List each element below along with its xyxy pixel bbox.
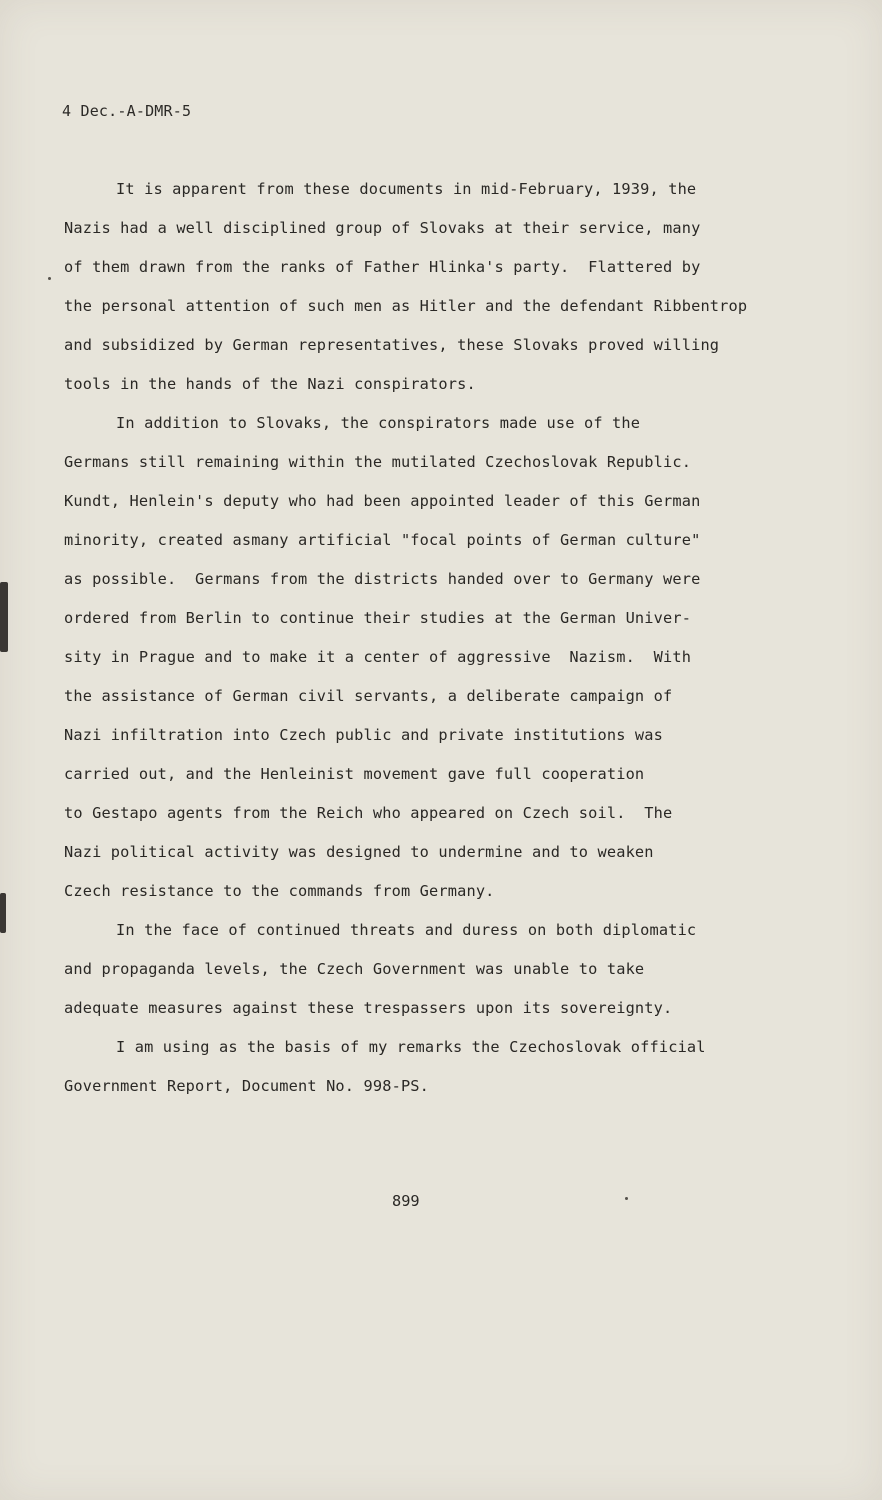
text-line: and subsidized by German representatives, these Slovaks proved willing [64, 336, 720, 354]
paragraph [64, 170, 784, 404]
text-line: of them drawn from the ranks of Father Hlinka's party. Flattered by [64, 258, 701, 276]
text-line: Kundt, Henlein's deputy who had been appointed leader of this German [64, 492, 701, 510]
text-line: ordered from Berlin to continue their studies at the German Univer- [64, 609, 692, 627]
document-reference: 4 Dec.-A-DMR-5 [62, 102, 192, 120]
text-line: the assistance of German civil servants, a deliberate campaign of [64, 687, 673, 705]
text-line: Germans still remaining within the mutilated Czechoslovak Republic. [64, 453, 692, 471]
text-line: I am using as the basis of my remarks the Czechoslovak official [116, 1038, 706, 1056]
text-line: Government Report, Document No. 998-PS. [64, 1077, 430, 1095]
text-line: the personal attention of such men as Hitler and the defendant Ribbentrop [64, 297, 748, 315]
text-line: Nazi infiltration into Czech public and private institutions was [64, 726, 664, 744]
binding-mark [0, 893, 6, 933]
ink-speck [625, 1197, 628, 1200]
document-body [64, 170, 784, 1106]
paragraph [64, 404, 784, 911]
text-line: to Gestapo agents from the Reich who appeared on Czech soil. The [64, 804, 673, 822]
ink-speck [48, 277, 51, 280]
text-line: In addition to Slovaks, the conspirators made use of the [116, 414, 641, 432]
paragraph [64, 1028, 784, 1106]
text-line: and propaganda levels, the Czech Government was unable to take [64, 960, 645, 978]
text-line: Nazi political activity was designed to undermine and to weaken [64, 843, 654, 861]
text-line: minority, created asmany artificial "focal points of German culture" [64, 531, 701, 549]
binding-mark [0, 582, 8, 652]
text-line: adequate measures against these trespassers upon its sovereignty. [64, 999, 673, 1017]
text-line: tools in the hands of the Nazi conspirators. [64, 375, 476, 393]
text-line: carried out, and the Henleinist movement gave full cooperation [64, 765, 645, 783]
text-line: Nazis had a well disciplined group of Slovaks at their service, many [64, 219, 701, 237]
page-number: 899 [392, 1192, 420, 1210]
paragraph [64, 911, 784, 1028]
text-line: sity in Prague and to make it a center of aggressive Nazism. With [64, 648, 692, 666]
text-line: as possible. Germans from the districts handed over to Germany were [64, 570, 701, 588]
text-line: It is apparent from these documents in mid-February, 1939, the [116, 180, 697, 198]
text-line: In the face of continued threats and duress on both diplomatic [116, 921, 697, 939]
text-line: Czech resistance to the commands from Germany. [64, 882, 495, 900]
